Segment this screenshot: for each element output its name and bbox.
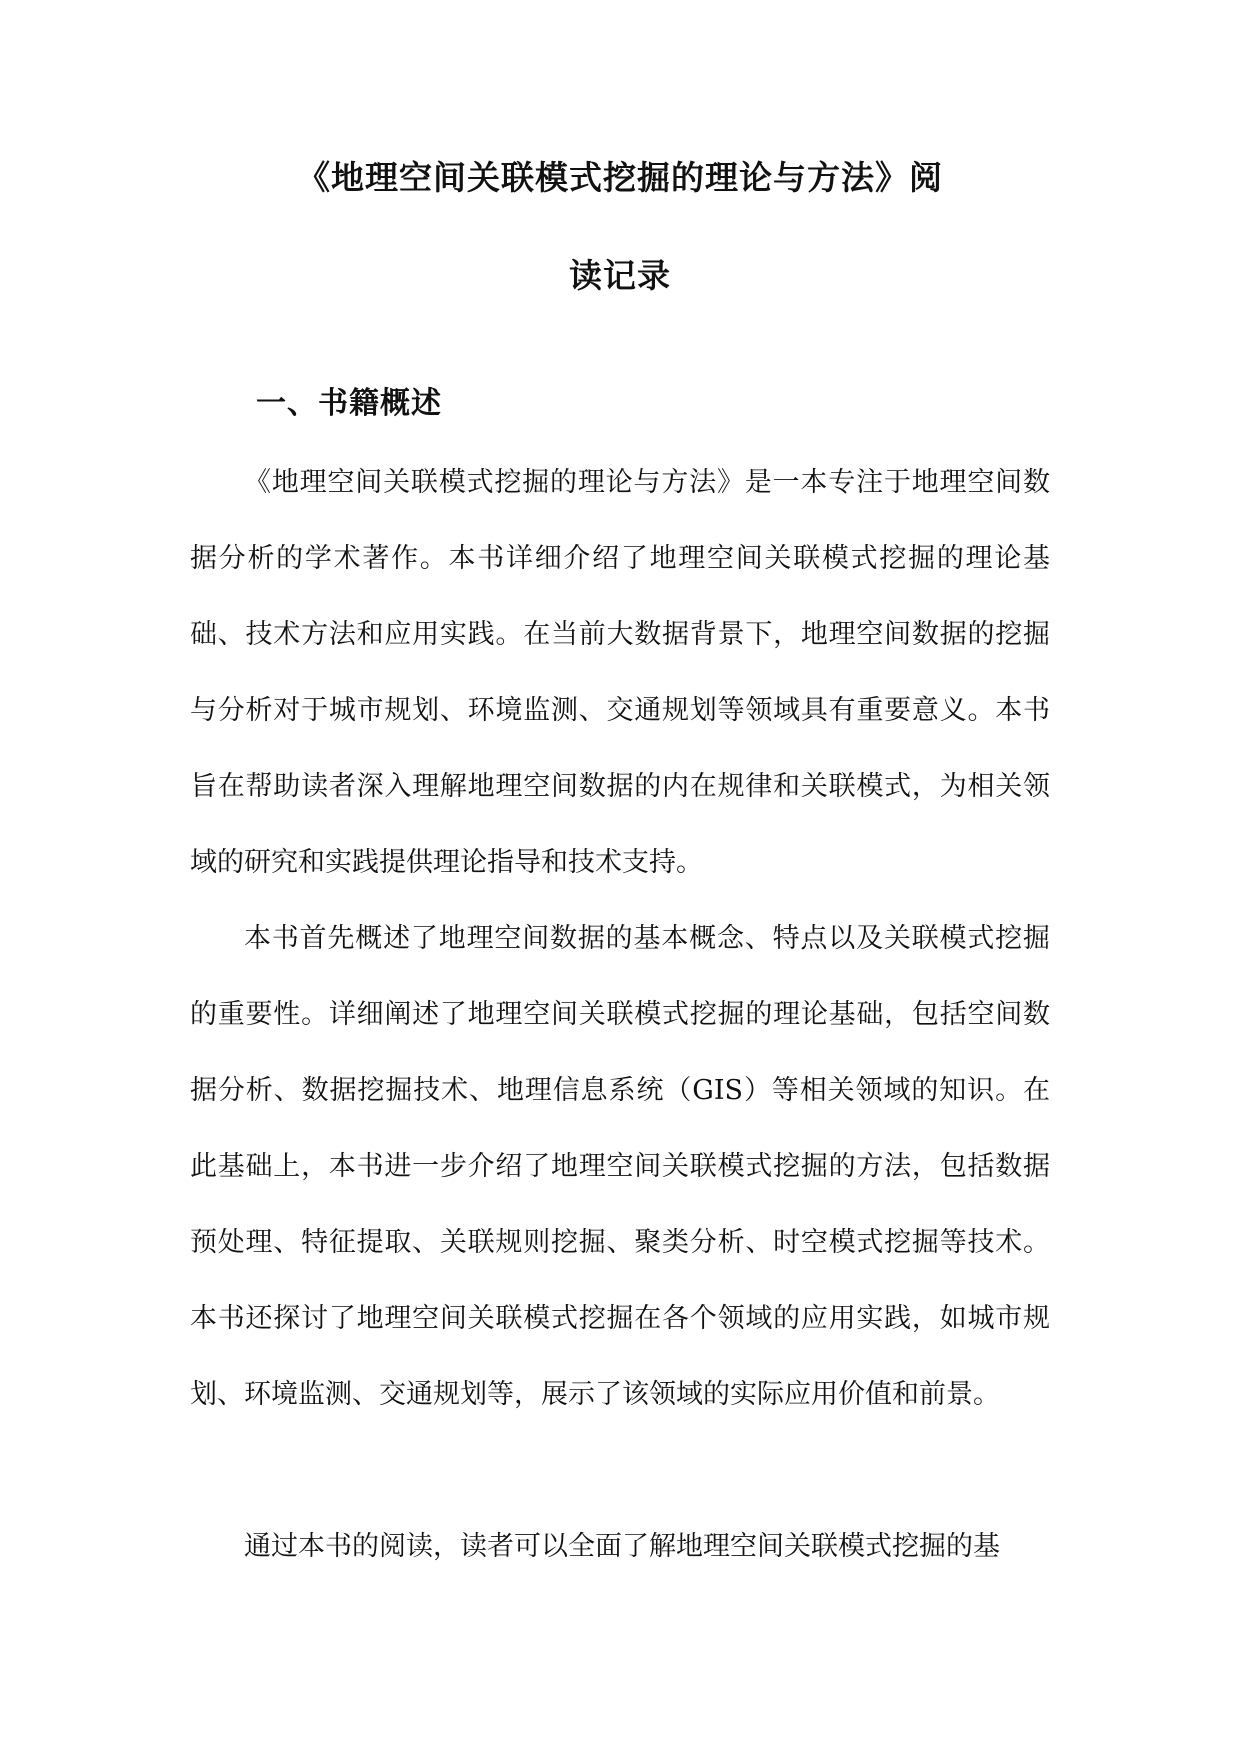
section-heading-overview: 一、书籍概述 <box>256 386 442 421</box>
document-title-line-1: 《地理空间关联模式挖掘的理论与方法》阅 <box>297 158 943 197</box>
paragraph-overview-3: 通过本书的阅读，读者可以全面了解地理空间关联模式挖掘的基 <box>244 1531 1000 1562</box>
document-title-line-2: 读记录 <box>569 256 671 295</box>
paragraph-overview-1: 《地理空间关联模式挖掘的理论与方法》是一本专注于地理空间数据分析的学术著作。本书详细介绍了地理空间关联模式挖掘的理论基础、技术方法和应用实践。在当前大数据背景下，地理空间数据的挖掘与分析对于城市规划、环境监测、交通规划等领域具有重要意义。本书旨在帮助读者深入理解地理空间数据的内在规律和关联模式，为相关领域的研究和实践提供理论指导和技术支持。 <box>190 467 1050 878</box>
paragraph-overview-2: 本书首先概述了地理空间数据的基本概念、特点以及关联模式挖掘的重要性。详细阐述了地理空间关联模式挖掘的理论基础，包括空间数据分析、数据挖掘技术、地理信息系统（GIS）等相关领域的知识。在此基础上，本书进一步介绍了地理空间关联模式挖掘的方法，包括数据预处理、特征提取、关联规则挖掘、聚类分析、时空模式挖掘等技术。本书还探讨了地理空间关联模式挖掘在各个领域的应用实践，如城市规划、环境监测、交通规划等，展示了该领域的实际应用价值和前景。 <box>190 923 1050 1410</box>
